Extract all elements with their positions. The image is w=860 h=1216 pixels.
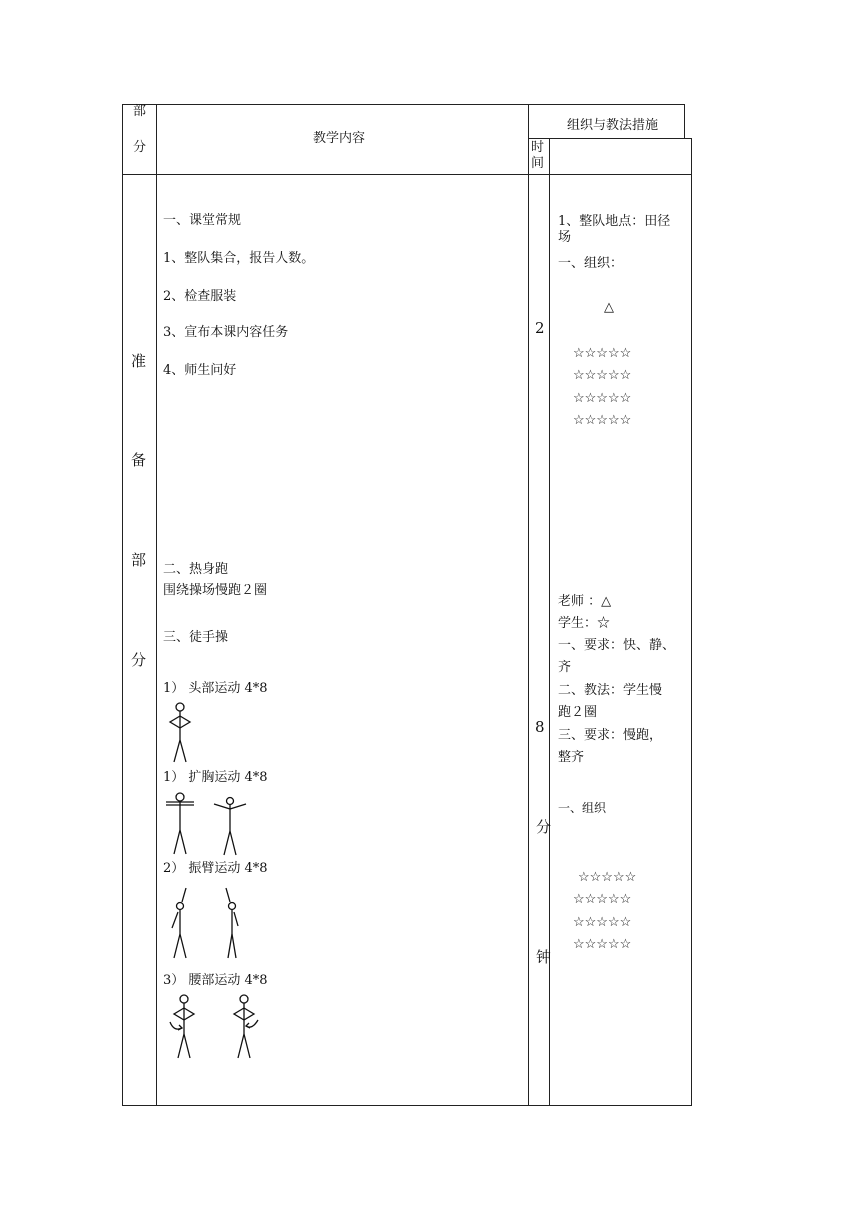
exercise-label: 3） 腰部运动 4*8 [163,973,268,988]
stick-figure-chest-exercise-icon [212,795,248,857]
section-char: 部 [131,551,147,569]
requirement-line: 三、要求：慢跑， [558,728,663,743]
formation-row: ☆☆☆☆☆ [573,413,632,428]
part2-desc: 围绕操场慢跑２圈 [163,583,268,598]
requirement-line: 齐 [558,660,572,675]
stick-figure-arm-swing-icon [164,886,198,960]
requirement-line: 二、教法：学生慢 [558,683,663,698]
part1-item: 3、宣布本课内容任务 [163,325,289,340]
section-char: 准 [131,352,147,370]
header-section-char: 分 [133,140,147,155]
time-char: 8 [535,718,545,736]
requirement-line: 跑２圈 [558,705,598,720]
stick-figure-head-exercise-icon [162,700,198,764]
requirement-line: 整齐 [558,750,585,765]
header-method-title: 组织与教法措施 [567,118,659,133]
stick-figure-waist-exercise-icon [164,992,204,1060]
exercise-label: 1） 扩胸运动 4*8 [163,770,268,785]
location-line: 1、整队地点：田径 [558,214,671,229]
part1-item: 4、师生问好 [163,363,237,378]
header-content-title: 教学内容 [313,131,366,146]
location-line: 场 [558,230,572,245]
requirement-line: 一、要求：快、静、 [558,638,676,653]
org-title: 一、组织： [558,256,624,271]
section-char: 备 [131,451,147,469]
header-section-char: 部 [133,104,147,119]
formation-row: ☆☆☆☆☆ [573,391,632,406]
formation2-row: ☆☆☆☆☆ [573,937,632,952]
header-time-char: 时 [531,140,545,155]
part3-title: 三、徒手操 [163,630,229,645]
legend-line: 学生：☆ [558,616,611,631]
formation-row: ☆☆☆☆☆ [573,368,632,383]
exercise-label: 1） 头部运动 4*8 [163,681,268,696]
stick-figure-waist-exercise-icon [224,992,264,1060]
exercise-label: 2） 振臂运动 4*8 [163,861,268,876]
part1-item: 2、检查服装 [163,289,237,304]
section-char: 分 [131,651,147,669]
time-char: 钟 [536,948,552,966]
stick-figure-chest-exercise-icon [162,790,198,856]
part1-title: 一、课堂常规 [163,213,242,228]
teacher-triangle-icon: △ [604,300,614,315]
formation2-row: ☆☆☆☆☆ [578,870,637,885]
time-char: 分 [536,818,552,836]
header-time-char: 间 [531,156,545,171]
org2-title: 一、组织 [558,801,607,815]
formation2-row: ☆☆☆☆☆ [573,915,632,930]
formation2-row: ☆☆☆☆☆ [573,892,632,907]
part2-title: 二、热身跑 [163,562,229,577]
formation-row: ☆☆☆☆☆ [573,346,632,361]
legend-line: 老师 ：△ [558,594,612,609]
time-char: 2 [535,319,545,337]
stick-figure-arm-swing-icon [218,886,248,960]
part1-item: 1、整队集合，报告人数。 [163,251,315,266]
